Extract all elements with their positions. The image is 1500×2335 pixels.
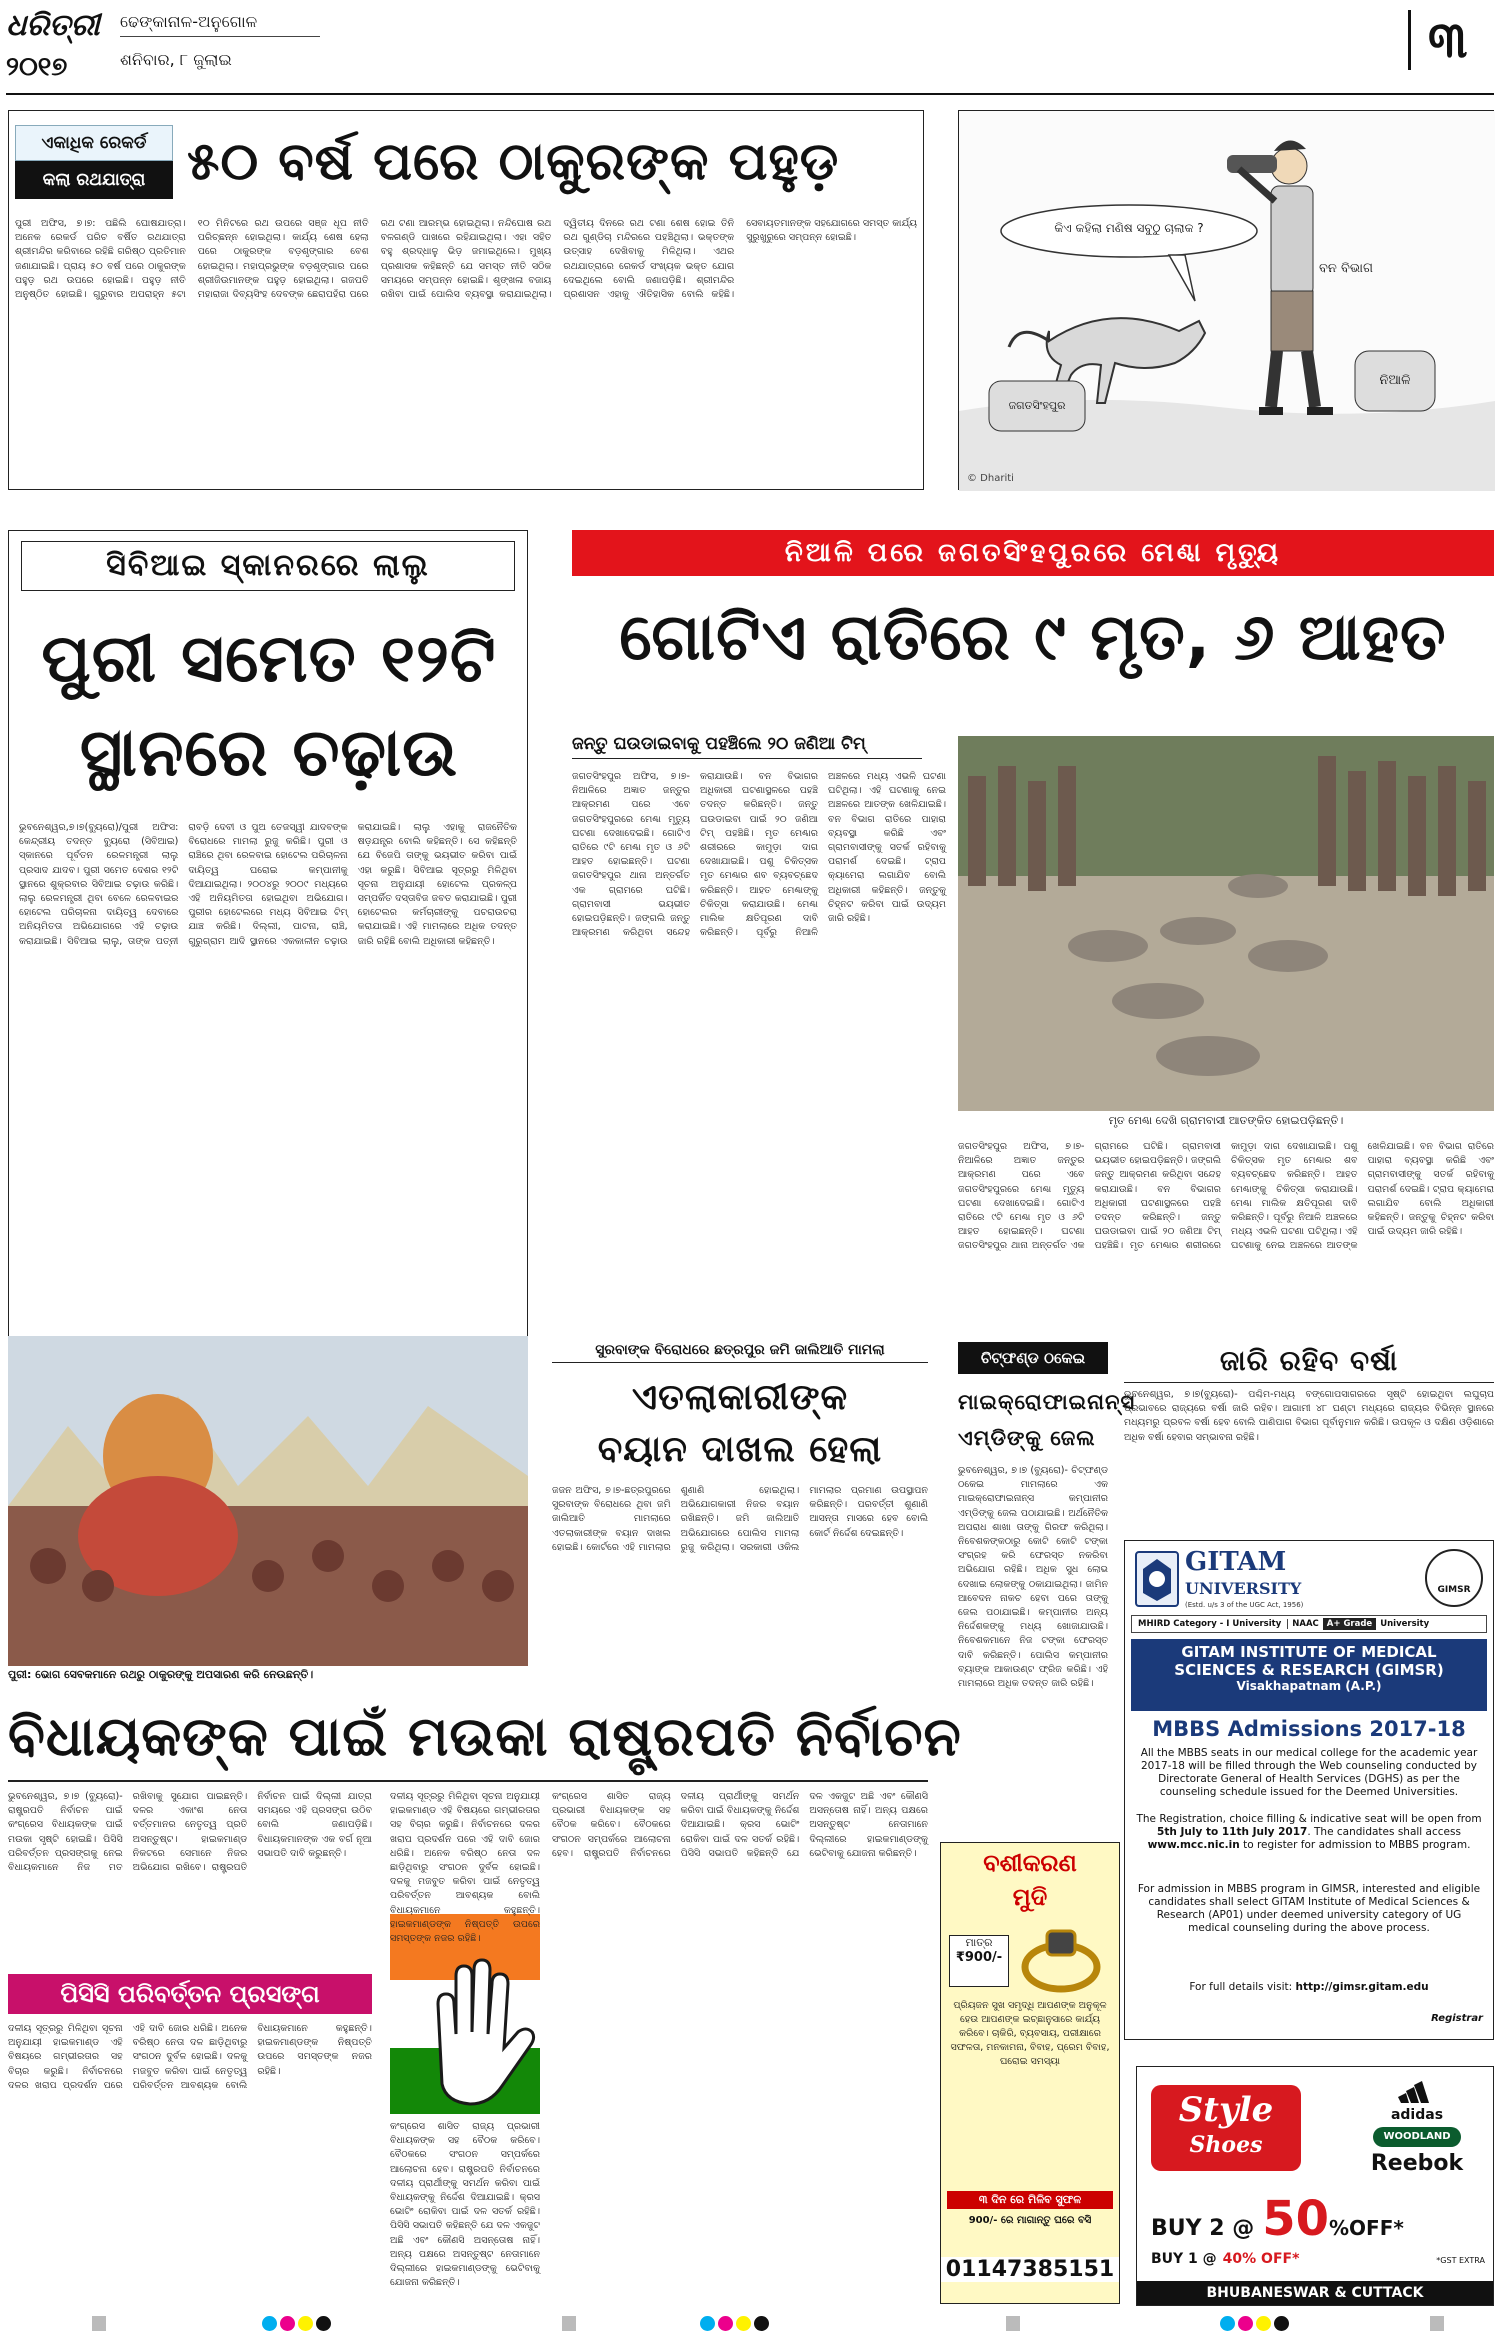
gitam-para2-a: The Registration, choice filling & indicative seat will be open from: [1136, 1813, 1482, 1825]
masthead-rule: [6, 93, 1494, 95]
adidas-logo: [1357, 2081, 1477, 2123]
gitam-name: GITAM: [1185, 1547, 1287, 1577]
vashikaran-phone[interactable]: 01147385151: [941, 2257, 1119, 2282]
cartoon-credit: © Dhariti: [967, 473, 1014, 484]
vashikaran-price-label: ମାତ୍ର: [965, 1936, 993, 1949]
gimsr-seal-label: GIMSR: [1437, 1585, 1471, 1595]
registration-block-left: [92, 2316, 106, 2331]
gitam-institute-line1: GITAM INSTITUTE OF MEDICAL: [1181, 1643, 1437, 1661]
gitam-ad: [1124, 1540, 1494, 2040]
rain-headline: ଜାରି ରହିବ ବର୍ଷା: [1124, 1340, 1494, 1383]
registration-dot: [736, 2316, 751, 2331]
gitam-mcc-link[interactable]: www.mcc.nic.in: [1147, 1839, 1240, 1851]
microfinance-kicker: ଚିଟ୍‌ଫଣ୍ଡ ଠକେଇ: [958, 1342, 1108, 1374]
cartoon: [958, 110, 1494, 490]
style-shoes-ad: [1136, 2066, 1494, 2306]
lalu-headline-line1: ପୁରୀ ସମେତ ୧୨ଟି: [41, 620, 497, 697]
vashikaran-price: ₹900/-: [955, 1950, 1003, 1965]
vashikaran-title-line1: ବଶୀକରଣ: [983, 1849, 1077, 1877]
gitam-mhird: MHIRD Category - I University: [1132, 1619, 1288, 1629]
microfinance-headline-line2: ଏମ୍‌ଡିଙ୍କୁ ଜେଲ: [958, 1426, 1096, 1450]
gitam-naac: NAAC: [1292, 1619, 1319, 1629]
gitam-details-link[interactable]: http://gimsr.gitam.edu: [1295, 1981, 1429, 1993]
sheep-headline: ଗୋଟିଏ ରାତିରେ ୯ ମୃତ, ୬ ଆହତ: [619, 601, 1447, 675]
cartoon-stone-right: ନିଆଳି: [1379, 373, 1411, 388]
registration-dot: [700, 2316, 715, 2331]
buy1-label: BUY 1 @: [1151, 2251, 1217, 2267]
gitam-university-suffix: University: [1380, 1619, 1430, 1629]
registration-dot: [298, 2316, 313, 2331]
rathayatra-kicker-line2: କଲା ରଥଯାତ୍ରା: [15, 161, 173, 199]
sheep-photo: [958, 736, 1494, 1111]
woodland-logo: WOODLAND: [1373, 2127, 1461, 2147]
cartoon-stone-left: ଜଗତସିଂହପୁର: [1008, 399, 1066, 412]
registration-dots-2: [700, 2316, 772, 2335]
registration-dot: [1256, 2316, 1271, 2331]
vashikaran-offer: ୩ ଦିନ ରେ ମିଳିବ ସୁଫଳ: [947, 2191, 1113, 2209]
gitam-admissions-title: MBBS Admissions 2017-18: [1152, 1717, 1466, 1741]
election-body-col3: କଂଗ୍ରେସ ଶାସିତ ରାଜ୍ୟ ପ୍ରଭାରୀ ବିଧାୟକଙ୍କ ସହ ବୈଠକ କରିବେ। ବୈଠକରେ ସଂଗଠନ ସମ୍ପର୍କରେ ଆଲୋଚନା ହେବ। ରାଷ୍ଟ୍ରପତି ନିର୍ବାଚନରେ ଦଳୀୟ ପ୍ରାର୍ଥୀଙ୍କୁ ସମର୍ଥନ କରିବା ପାଇଁ ବିଧାୟକଙ୍କୁ ନିର୍ଦ୍ଦେଶ ଦିଆଯାଇଛି। କ୍ରସ ଭୋଟିଂ ରୋକିବା ପାଇଁ ଦଳ ସତର୍କ ରହିଛି। ପିସିସି ସଭାପତି କହିଛନ୍ତି ଯେ ଦଳ ଏକଜୁଟ ଅଛି ଏବଂ କୌଣସି ଅସନ୍ତୋଷ ନାହିଁ। ଅନ୍ୟ ପକ୍ଷରେ ଅସନ୍ତୁଷ୍ଟ ନେତାମାନେ ଦିଲ୍ଲୀରେ ହାଇକମାଣ୍ଡଙ୍କୁ ଭେଟିବାକୁ ଯୋଜନା କରିଛନ୍ତି।: [552, 1791, 928, 1859]
chhatrapur-kicker: ସୁରବାଙ୍କ ବିରୋଧରେ ଛତ୍ରପୁର ଜମି ଜାଲିଆତି ମାମଲା: [552, 1342, 928, 1363]
gitam-institute-box: [1131, 1639, 1487, 1711]
buy2-off: %OFF*: [1329, 2216, 1404, 2240]
gitam-location: Visakhapatnam (A.P.): [1236, 1679, 1382, 1693]
chhatrapur-headline-line1: ଏତଲାକାରୀଙ୍କ: [631, 1377, 849, 1418]
masthead-year: ୨୦୧୭: [6, 52, 68, 82]
gitam-logo: [1135, 1551, 1179, 1607]
sheep-photo-caption: ମୃତ ମେଣ୍ଢା ଦେଖି ଗ୍ରାମବାସୀ ଆତଙ୍କିତ ହୋଇପଡ଼ିଛନ୍ତି।: [1108, 1114, 1344, 1127]
gitam-institute-line2: SCIENCES & RESEARCH (GIMSR): [1174, 1661, 1444, 1679]
microfinance-body: ଭୁବନେଶ୍ୱର, ୭।୭ (ବ୍ୟୁରୋ)- ଚିଟ୍‌ଫଣ୍ଡ ଠକେଇ ମାମଲାରେ ଏକ ମାଇକ୍ରୋଫାଇନାନ୍ସ କମ୍ପାନୀର ଏମ୍‌ଡିଙ୍କୁ ଜେଲ ପଠାଯାଇଛି। ଅର୍ଥନୈତିକ ଅପରାଧ ଶାଖା ତାଙ୍କୁ ଗିରଫ କରିଥିଲା। ନିବେଶକଙ୍କଠାରୁ କୋଟି କୋଟି ଟଙ୍କା ସଂଗ୍ରହ କରି ଫେରସ୍ତ ନକରିବା ଅଭିଯୋଗ ରହିଛି। ଅଧିକ ସୁଧ ଲୋଭ ଦେଖାଇ ଲୋକଙ୍କୁ ଠକାଯାଇଥିଲା। ଜାମିନ ଆବେଦନ ନାକଚ ହେବା ପରେ ତାଙ୍କୁ ଜେଲ ପଠାଯାଇଛି। କମ୍ପାନୀର ଅନ୍ୟ ନିର୍ଦ୍ଦେଶକଙ୍କୁ ମଧ୍ୟ ଖୋଜାଯାଉଛି। ନିବେଶକମାନେ ନିଜ ଟଙ୍କା ଫେରସ୍ତ ଦାବି କରିଛନ୍ତି। ପୋଲିସ କମ୍ପାନୀର ବ୍ୟାଙ୍କ ଆକାଉଣ୍ଟ ଫ୍ରିଜ କରିଛି। ଏହି ମାମଲାରେ ଅଧିକ ତଦନ୍ତ ଜାରି ରହିଛି।: [958, 1465, 1108, 1690]
vashikaran-body: ପ୍ରିୟଜନ ସୁଖ ସମୃଦ୍ଧି ଆପଣଙ୍କ ଅନୁକୂଳ ହେଉ ଆପଣଙ୍କ ଇଚ୍ଛାନୁସାରେ କାର୍ଯ୍ୟ କରିବେ। ଚାକିରି, ବ୍ୟବସାୟ, ପରୀକ୍ଷାରେ ସଫଳତା, ମନକାମନା, ବିବାହ, ପ୍ରେମ ବିବାହ, ଘରୋଇ ସମସ୍ୟା: [950, 2000, 1110, 2067]
lalu-headline-line2: ସ୍ଥାନରେ ଚଢ଼ାଉ: [79, 714, 459, 791]
registration-block-mid2: [1006, 2316, 1020, 2331]
gitam-para3: For admission in MBBS program in GIMSR, interested and eligible candidates shall select GITAM Institute of Medical Sciences & Research (AP01) under deemed university category of UG medical counseling during the above process.: [1137, 1883, 1481, 1934]
registration-dot: [1220, 2316, 1235, 2331]
rathayatra-story: [8, 110, 924, 490]
registration-dot: [262, 2316, 277, 2331]
registration-dot: [280, 2316, 295, 2331]
buy2-label: BUY 2 @: [1151, 2216, 1255, 2241]
registration-dots-1: [262, 2316, 334, 2335]
gst-note: *GST EXTRA: [1436, 2256, 1485, 2265]
ring-icon: [1011, 1923, 1111, 1995]
reebok-logo: Reebok: [1370, 2151, 1464, 2176]
gitam-para2: [1135, 1813, 1483, 1852]
masthead-edition: ଢେଙ୍କାନାଳ-ଅନୁଗୋଳ: [120, 12, 320, 37]
gitam-dates: 5th July to 11th July 2017: [1157, 1826, 1308, 1838]
adidas-stripes-icon: [1397, 2081, 1437, 2103]
registration-block-right: [1430, 2316, 1444, 2331]
gitam-registrar: Registrar: [1431, 2013, 1483, 2024]
sheep-photo-scene: [958, 736, 1494, 1111]
registration-block-mid1: [562, 2316, 576, 2331]
registration-dot: [1238, 2316, 1253, 2331]
gimsr-seal: [1425, 1549, 1483, 1607]
lalu-body: ଭୁବନେଶ୍ୱର,୭।୭(ବ୍ୟୁରୋ)/ପୁରୀ ଅଫିସ: କେନ୍ଦ୍ରୀୟ ତଦନ୍ତ ବ୍ୟୁରୋ (ସିବିଆଇ) ସ୍କାନରେ ପୂର୍ବତନ ରେଳମନ୍ତ୍ରୀ ଲାଲୁ ପ୍ରସାଦ ଯାଦବ। ପୁରୀ ସମେତ ଦେଶର ୧୨ଟି ସ୍ଥାନରେ ଶୁକ୍ରବାର ସିବିଆଇ ଚଢ଼ାଉ କରିଛି। ଲାଲୁ ରେଳମନ୍ତ୍ରୀ ଥିବା ବେଳେ ରେଳବାଇର ହୋଟେଲ ପରିଚାଳନା ଦାୟିତ୍ୱ ଦେବାରେ ଅନିୟମିତତା ଅଭିଯୋଗରେ ଏହି ଚଢ଼ାଉ କରାଯାଇଛି। ସିବିଆଇ ଲାଲୁ, ତାଙ୍କ ପତ୍ନୀ ରାବଡ଼ି ଦେବୀ ଓ ପୁଅ ତେଜସ୍ୱୀ ଯାଦବଙ୍କ ବିରୋଧରେ ମାମଲା ରୁଜୁ କରିଛି। ପୁରୀ ଓ ରାଞ୍ଚିରେ ଥିବା ରେଳବାଇ ହୋଟେଲ ପରିଚାଳନା ଦାୟିତ୍ୱ ଘରୋଇ କମ୍ପାନୀକୁ ଦିଆଯାଇଥିଲା। ୨୦୦୪ରୁ ୨୦୦୯ ମଧ୍ୟରେ ଏହି ଅନିୟମିତତା ହୋଇଥିବା ଅଭିଯୋଗ। ପୁରୀର ହୋଟେଲରେ ମଧ୍ୟ ସିବିଆଇ ଟିମ୍ ଯାଞ୍ଚ କରିଛି। ଦିଲ୍ଲୀ, ପାଟନା, ରାଞ୍ଚି, ଗୁରୁଗ୍ରାମ ଆଦି ସ୍ଥାନରେ ଏକକାଳୀନ ଚଢ଼ାଉ କରାଯାଇଛି। ଲାଲୁ ଏହାକୁ ରାଜନୈତିକ ଷଡ଼ଯନ୍ତ୍ର ବୋଲି କହିଛନ୍ତି। ସେ କହିଛନ୍ତି ଯେ ବିଜେପି ତାଙ୍କୁ ଭୟଭୀତ କରିବା ପାଇଁ ଏହା କରୁଛି। ସିବିଆଇ ସୂତ୍ରରୁ ମିଳିଥିବା ସୂଚନା ଅନୁଯାୟୀ ହୋଟେଲ ପ୍ରକଳ୍ପ ସମ୍ପର୍କିତ ଦସ୍ତାବିଜ ଜବତ କରାଯାଇଛି। ପୁରୀ ହୋଟେଲର କର୍ମଚାରୀଙ୍କୁ ପଚରାଉଚରା କରାଯାଇଛି। ଏହି ମାମଲାରେ ଅଧିକ ତଦନ୍ତ ଜାରି ରହିଛି ବୋଲି ଅଧିକାରୀ କହିଛନ୍ତି।: [19, 822, 517, 947]
puri-photo-caption: ପୁରୀ: ଭୋଗ ସେବକମାନେ ରଥରୁ ଠାକୁରଙ୍କୁ ଅପସାରଣ କରି ନେଉଛନ୍ତି।: [8, 1668, 314, 1681]
pcc-box: ପିସିସି ପରିବର୍ତ୍ତନ ପ୍ରସଙ୍ଗ: [8, 1974, 372, 2014]
style-shoes-logo-line2: Shoes: [1189, 2132, 1263, 2158]
gitam-university: UNIVERSITY: [1185, 1579, 1302, 1598]
buy2-offer: [1151, 2191, 1485, 2245]
gitam-grade-badge: A+ Grade: [1323, 1618, 1376, 1630]
rathayatra-headline: ୫୦ ବର୍ଷ ପରେ ଠାକୁରଙ୍କ ପହୁଡ଼: [187, 132, 840, 192]
vashikaran-price-box: [949, 1935, 1009, 1987]
cartoon-drawing: [959, 111, 1495, 491]
vashikaran-price-line: 900/- ରେ ମାଗାନ୍ତୁ ଘରେ ବସି: [968, 2215, 1092, 2226]
sheep-banner: ନିଆଳି ପରେ ଜଗତସିଂହପୁରରେ ମେଣ୍ଢା ମୃତ୍ୟୁ: [572, 530, 1494, 576]
gitam-para1: All the MBBS seats in our medical college for the academic year 2017-18 will be filled through the Web counseling conducted by Directorate General of Health Services (DGHS) as per the counseling schedule issued for the Deemed Universities.: [1140, 1747, 1478, 1798]
election-body-col2b: କଂଗ୍ରେସ ଶାସିତ ରାଜ୍ୟ ପ୍ରଭାରୀ ବିଧାୟକଙ୍କ ସହ ବୈଠକ କରିବେ। ବୈଠକରେ ସଂଗଠନ ସମ୍ପର୍କରେ ଆଲୋଚନା ହେବ। ରାଷ୍ଟ୍ରପତି ନିର୍ବାଚନରେ ଦଳୀୟ ପ୍ରାର୍ଥୀଙ୍କୁ ସମର୍ଥନ କରିବା ପାଇଁ ବିଧାୟକଙ୍କୁ ନିର୍ଦ୍ଦେଶ ଦିଆଯାଇଛି। କ୍ରସ ଭୋଟିଂ ରୋକିବା ପାଇଁ ଦଳ ସତର୍କ ରହିଛି। ପିସିସି ସଭାପତି କହିଛନ୍ତି ଯେ ଦଳ ଏକଜୁଟ ଅଛି ଏବଂ କୌଣସି ଅସନ୍ତୋଷ ନାହିଁ। ଅନ୍ୟ ପକ୍ଷରେ ଅସନ୍ତୁଷ୍ଟ ନେତାମାନେ ଦିଲ୍ଲୀରେ ହାଇକମାଣ୍ଡଙ୍କୁ ଭେଟିବାକୁ ଯୋଜନା କରିଛନ୍ତି।: [390, 2121, 540, 2289]
registration-dot: [754, 2316, 769, 2331]
buy1-offer: [1151, 2251, 1485, 2267]
microfinance-headline-line1: ମାଇକ୍ରୋଫାଇନାନ୍ସ: [958, 1390, 1136, 1414]
buy2-percent: 50: [1262, 2191, 1329, 2247]
rathayatra-body: ପୁରୀ ଅଫିସ, ୭।୭: ପଛିଲି ଘୋଷଯାତ୍ରା। ଅନେକ ରେକର୍ଡ ପରିଚ ବର୍ଷିତ ରଥଯାତ୍ରା ଶ୍ରୀମନ୍ଦିର କରିବାରେ ରହିଛି ଗରିଷ୍ଠ ପ୍ରତିମାନ ଜଣାଯାଇଛି। ପ୍ରାୟ ୫୦ ବର୍ଷ ପରେ ଠାକୁରଙ୍କ ପହୁଡ଼ ରଥ ଉପରେ ହୋଇଛି। ପହୁଡ଼ ନୀତି ଅନୁଷ୍ଠିତ ହୋଇଛି। ଗୁରୁବାର ଅପରାହ୍ନ ୫ଟା ୧୦ ମିନିଟରେ ରଥ ଉପରେ ସଞ୍ଜ ଧୂପ ନୀତି ପରିଚ୍ଛନ୍ନ ହୋଇଥିଲା। କାର୍ଯ୍ୟ ଶେଷ ହେଲା ପରେ ଠାକୁରଙ୍କ ବଡ଼ଶୃଙ୍ଗାର ବେଶ ହୋଇଥିଲା। ମହାପ୍ରଭୁଙ୍କ ବଡ଼ଶୃଙ୍ଗାର ପରେ ଶ୍ରୀଜିଉମାନଙ୍କ ପହୁଡ଼ ହୋଇଥିଲା। ଗଜପତି ମହାରାଜା ଦିବ୍ୟସିଂହ ଦେବଙ୍କ ଛେରାପହଁରା ପରେ ରଥ ଟଣା ଆରମ୍ଭ ହୋଇଥିଲା। ନନ୍ଦିଘୋଷ ରଥ ବଳଗଣ୍ଡି ପାଖରେ ରହିଯାଇଥିଲା। ଏହା ସହିତ ବହୁ ଶ୍ରଦ୍ଧାଳୁ ଭିଡ଼ ଜମାଇଥିଲେ। ମୁଖ୍ୟ ପ୍ରଶାସକ କହିଛନ୍ତି ଯେ ସମସ୍ତ ନୀତି ସଠିକ ସମୟରେ ସମ୍ପନ୍ନ ହୋଇଛି। ଶୃଙ୍ଖଳା ବଜାୟ ରଖିବା ପାଇଁ ପୋଲିସ ବ୍ୟବସ୍ଥା କରାଯାଇଥିଲା। ଦ୍ୱିତୀୟ ଦିନରେ ରଥ ଟଣା ଶେଷ ହୋଇ ତିନି ରଥ ଗୁଣ୍ଡିଚା ମନ୍ଦିରରେ ପହଞ୍ଚିଥିଲା। ଭକ୍ତଙ୍କ ଉତ୍ସାହ ଦେଖିବାକୁ ମିଳିଥିଲା। ଏଥର ରଥଯାତ୍ରାରେ ରେକର୍ଡ ସଂଖ୍ୟକ ଭକ୍ତ ଯୋଗ ଦେଇଥିଲେ ବୋଲି ଜଣାପଡ଼ିଛି। ଶ୍ରୀମନ୍ଦିର ପ୍ରଶାସନ ଏହାକୁ ଐତିହାସିକ ବୋଲି କହିଛି। ସେବାୟତମାନଙ୍କ ସହଯୋଗରେ ସମସ୍ତ କାର୍ଯ୍ୟ ସୁରୁଖୁରୁରେ ସମ୍ପନ୍ନ ହୋଇଛି।: [15, 218, 917, 301]
vashikaran-ad: [940, 1842, 1120, 2304]
gitam-details: [1135, 1981, 1483, 1993]
puri-photo-scene: [8, 1336, 528, 1666]
sheep-body-continued: ଜଗତସିଂହପୁର ଅଫିସ, ୭।୭- ନିଆଳିରେ ଅଜ୍ଞାତ ଜନ୍ତୁର ଆକ୍ରମଣ ପରେ ଏବେ ଜଗତସିଂହପୁରରେ ମେଣ୍ଢା ମୃତ୍ୟୁ ଘଟଣା ଦେଖାଦେଇଛି। ଗୋଟିଏ ରାତିରେ ୯ଟି ମେଣ୍ଢା ମୃତ ଓ ୬ଟି ଆହତ ହୋଇଛନ୍ତି। ଘଟଣା ଜଗତସିଂହପୁର ଥାନା ଅନ୍ତର୍ଗତ ଏକ ଗ୍ରାମରେ ଘଟିଛି। ଗ୍ରାମବାସୀ ଭୟଭୀତ ହୋଇପଡ଼ିଛନ୍ତି। ଜଙ୍ଗଲି ଜନ୍ତୁ ଆକ୍ରମଣ କରିଥିବା ସନ୍ଦେହ କରାଯାଉଛି। ବନ ବିଭାଗର ଅଧିକାରୀ ଘଟଣାସ୍ଥଳରେ ପହଞ୍ଚି ତଦନ୍ତ କରିଛନ୍ତି। ଜନ୍ତୁ ଘଉଡାଇବା ପାଇଁ ୨୦ ଜଣିଆ ଟିମ୍ ପହଞ୍ଚିଛି। ମୃତ ମେଣ୍ଢାର ଶରୀରରେ କାମୁଡ଼ା ଦାଗ ଦେଖାଯାଇଛି। ପଶୁ ଚିକିତ୍ସକ ମୃତ ମେଣ୍ଢାର ଶବ ବ୍ୟବଚ୍ଛେଦ କରିଛନ୍ତି। ଆହତ ମେଣ୍ଢାଙ୍କୁ ଚିକିତ୍ସା କରାଯାଉଛି। ମେଣ୍ଢା ମାଲିକ କ୍ଷତିପୂରଣ ଦାବି କରିଛନ୍ତି। ପୂର୍ବରୁ ନିଆଳି ଅଞ୍ଚଳରେ ମଧ୍ୟ ଏଭଳି ଘଟଣା ଘଟିଥିଲା। ଏହି ଘଟଣାକୁ ନେଇ ଅଞ୍ଚଳରେ ଆତଙ୍କ ଖେଳିଯାଇଛି। ବନ ବିଭାଗ ରାତିରେ ପାହାରା ବ୍ୟବସ୍ଥା କରିଛି ଏବଂ ଗ୍ରାମବାସୀଙ୍କୁ ସତର୍କ ରହିବାକୁ ପରାମର୍ଶ ଦେଇଛି। ଟ୍ରାପ କ୍ୟାମେରା ଲଗାଯିବ ବୋଲି ଅଧିକାରୀ କହିଛନ୍ତି। ଜନ୍ତୁକୁ ଚିହ୍ନଟ କରିବା ପାଇଁ ଉଦ୍ୟମ ଜାରି ରହିଛି।: [958, 1141, 1494, 1252]
registration-dot: [718, 2316, 733, 2331]
election-headline: ବିଧାୟକଙ୍କ ପାଇଁ ମଉକା ରାଷ୍ଟ୍ରପତି ନିର୍ବାଚନ: [8, 1705, 962, 1768]
puri-photo: [8, 1336, 528, 1666]
registration-dot: [1274, 2316, 1289, 2331]
buy1-percent: 40% OFF*: [1222, 2251, 1300, 2267]
gitam-para2-c: . The candidates shall access: [1307, 1826, 1461, 1838]
style-shoes-logo: [1151, 2085, 1301, 2171]
vashikaran-title-line2: ମୁଦି: [1012, 1883, 1048, 1911]
masthead: [0, 0, 1500, 100]
chhatrapur-headline-line2: ବୟାନ ଦାଖଲ ହେଲା: [597, 1429, 883, 1470]
gitam-para2-e: to register for admission to MBBS program.: [1239, 1839, 1471, 1851]
election-body-col1: ଭୁବନେଶ୍ୱର, ୭।୭ (ବ୍ୟୁରୋ)- ରାଷ୍ଟ୍ରପତି ନିର୍ବାଚନ ପାଇଁ କଂଗ୍ରେସ ବିଧାୟକଙ୍କ ପାଇଁ ମଉକା ସୃଷ୍ଟି ହୋଇଛି। ପିସିସି ପରିବର୍ତ୍ତନ ପ୍ରସଙ୍ଗକୁ ନେଇ ବିଧାୟକମାନେ ନିଜ ମତ ରଖିବାକୁ ସୁଯୋଗ ପାଇଛନ୍ତି। ଦଳର ଏକାଂଶ ନେତା ବର୍ତ୍ତମାନର ନେତୃତ୍ୱ ପ୍ରତି ଅସନ୍ତୁଷ୍ଟ। ହାଇକମାଣ୍ଡ ନିକଟରେ ସେମାନେ ନିଜର ଅଭିଯୋଗ ରଖିବେ। ରାଷ୍ଟ୍ରପତି ନିର୍ବାଚନ ପାଇଁ ଦିଲ୍ଲୀ ଯାତ୍ରା ସମୟରେ ଏହି ପ୍ରସଙ୍ଗ ଉଠିବ ବୋଲି ଜଣାପଡ଼ିଛି। ବିଧାୟକମାନଙ୍କ ଏକ ବର୍ଗ ନୂଆ ସଭାପତି ଦାବି କରୁଛନ୍ତି।: [8, 1791, 372, 1874]
style-shoes-footer: BHUBANESWAR & CUTTACK: [1137, 2281, 1493, 2305]
page-number-bracket: [1408, 10, 1418, 70]
rathayatra-kicker: [15, 125, 173, 201]
masthead-date: ଶନିବାର, ୮ ଜୁଲାଇ: [120, 50, 232, 69]
masthead-logo: ଧରିତ୍ରୀ: [6, 8, 100, 43]
lalu-kicker: ସିବିଆଇ ସ୍କାନରରେ ଲାଲୁ: [21, 541, 515, 591]
gitam-emblem-icon: [1137, 1553, 1177, 1605]
election-rule: [8, 1780, 928, 1782]
rathayatra-kicker-line1: ଏକାଧିକ ରେକର୍ଡ: [15, 125, 173, 161]
chhatrapur-body: ଜଜନ ଅଫିସ, ୭।୭-ଛତ୍ରପୁରରେ ସୁରବାଙ୍କ ବିରୋଧରେ ଥିବା ଜମି ଜାଲିଆତି ମାମଲାରେ ଏତଲାକାରୀଙ୍କ ବୟାନ ଦାଖଲ ହୋଇଛି। କୋର୍ଟରେ ଏହି ମାମଲାର ଶୁଣାଣି ହୋଇଥିଲା। ଅଭିଯୋଗକାରୀ ନିଜର ବୟାନ ରଖିଛନ୍ତି। ଜମି ଜାଲିଆତି ଅଭିଯୋଗରେ ପୋଲିସ ମାମଲା ରୁଜୁ କରିଥିଲା। ସରକାରୀ ଓକିଲ ମାମଲାର ପ୍ରମାଣ ଉପସ୍ଥାପନ କରିଛନ୍ତି। ପରବର୍ତ୍ତୀ ଶୁଣାଣି ଆସନ୍ତା ମାସରେ ହେବ ବୋଲି କୋର୍ଟ ନିର୍ଦ୍ଦେଶ ଦେଇଛନ୍ତି।: [552, 1485, 928, 1553]
gitam-accreditation-strip: [1131, 1615, 1487, 1633]
rain-body: ଭୁବନେଶ୍ୱର, ୭।୭(ବ୍ୟୁରୋ)- ପଶ୍ଚିମ-ମଧ୍ୟ ବଙ୍ଗୋପସାଗରରେ ସୃଷ୍ଟି ହୋଇଥିବା ଲଘୁଚାପ ପ୍ରଭାବରେ ରାଜ୍ୟରେ ବର୍ଷା ଜାରି ରହିବ। ଆଗାମୀ ୪୮ ଘଣ୍ଟା ମଧ୍ୟରେ ରାଜ୍ୟର ବିଭିନ୍ନ ସ୍ଥାନରେ ମଧ୍ୟମରୁ ପ୍ରବଳ ବର୍ଷା ହେବ ବୋଲି ପାଣିପାଗ ବିଭାଗ ପୂର୍ବାନୁମାନ କରିଛି। ଉପକୂଳ ଓ ଦକ୍ଷିଣ ଓଡ଼ିଶାରେ ଅଧିକ ବର୍ଷା ହେବାର ସମ୍ଭାବନା ରହିଛି।: [1124, 1389, 1494, 1443]
vashikaran-ring-image: [1011, 1923, 1111, 1995]
style-shoes-logo-line1: Style: [1178, 2090, 1274, 2130]
adidas-label: adidas: [1390, 2107, 1444, 2123]
election-body-col1b: ଦଳୀୟ ସୂତ୍ରରୁ ମିଳିଥିବା ସୂଚନା ଅନୁଯାୟୀ ହାଇକମାଣ୍ଡ ଏହି ବିଷୟରେ ଗମ୍ଭୀରତାର ସହ ବିଚାର କରୁଛି। ନିର୍ବାଚନରେ ଦଳର ଖରାପ ପ୍ରଦର୍ଶନ ପରେ ଏହି ଦାବି ଜୋର ଧରିଛି। ଅନେକ ବରିଷ୍ଠ ନେତା ଦଳ ଛାଡ଼ିଥିବାରୁ ସଂଗଠନ ଦୁର୍ବଳ ହୋଇଛି। ଦଳକୁ ମଜବୁତ କରିବା ପାଇଁ ନେତୃତ୍ୱ ପରିବର୍ତ୍ତନ ଆବଶ୍ୟକ ବୋଲି ବିଧାୟକମାନେ କହୁଛନ୍ତି। ହାଇକମାଣ୍ଡଙ୍କ ନିଷ୍ପତ୍ତି ଉପରେ ସମସ୍ତଙ୍କ ନଜର ରହିଛି।: [8, 2023, 372, 2091]
gitam-details-label: For full details visit:: [1189, 1981, 1296, 1993]
election-body-col2: ଦଳୀୟ ସୂତ୍ରରୁ ମିଳିଥିବା ସୂଚନା ଅନୁଯାୟୀ ହାଇକମାଣ୍ଡ ଏହି ବିଷୟରେ ଗମ୍ଭୀରତାର ସହ ବିଚାର କରୁଛି। ନିର୍ବାଚନରେ ଦଳର ଖରାପ ପ୍ରଦର୍ଶନ ପରେ ଏହି ଦାବି ଜୋର ଧରିଛି। ଅନେକ ବରିଷ୍ଠ ନେତା ଦଳ ଛାଡ଼ିଥିବାରୁ ସଂଗଠନ ଦୁର୍ବଳ ହୋଇଛି। ଦଳକୁ ମଜବୁତ କରିବା ପାଇଁ ନେତୃତ୍ୱ ପରିବର୍ତ୍ତନ ଆବଶ୍ୟକ ବୋଲି ବିଧାୟକମାନେ କହୁଛନ୍ତି। ହାଇକମାଣ୍ଡଙ୍କ ନିଷ୍ପତ୍ତି ଉପରେ ସମସ୍ତଙ୍କ ନଜର ରହିଛି।: [390, 1791, 540, 1945]
sheep-body: ଜଗତସିଂହପୁର ଅଫିସ, ୭।୭- ନିଆଳିରେ ଅଜ୍ଞାତ ଜନ୍ତୁର ଆକ୍ରମଣ ପରେ ଏବେ ଜଗତସିଂହପୁରରେ ମେଣ୍ଢା ମୃତ୍ୟୁ ଘଟଣା ଦେଖାଦେଇଛି। ଗୋଟିଏ ରାତିରେ ୯ଟି ମେଣ୍ଢା ମୃତ ଓ ୬ଟି ଆହତ ହୋଇଛନ୍ତି। ଘଟଣା ଜଗତସିଂହପୁର ଥାନା ଅନ୍ତର୍ଗତ ଏକ ଗ୍ରାମରେ ଘଟିଛି। ଗ୍ରାମବାସୀ ଭୟଭୀତ ହୋଇପଡ଼ିଛନ୍ତି। ଜଙ୍ଗଲି ଜନ୍ତୁ ଆକ୍ରମଣ କରିଥିବା ସନ୍ଦେହ କରାଯାଉଛି। ବନ ବିଭାଗର ଅଧିକାରୀ ଘଟଣାସ୍ଥଳରେ ପହଞ୍ଚି ତଦନ୍ତ କରିଛନ୍ତି। ଜନ୍ତୁ ଘଉଡାଇବା ପାଇଁ ୨୦ ଜଣିଆ ଟିମ୍ ପହଞ୍ଚିଛି। ମୃତ ମେଣ୍ଢାର ଶରୀରରେ କାମୁଡ଼ା ଦାଗ ଦେଖାଯାଇଛି। ପଶୁ ଚିକିତ୍ସକ ମୃତ ମେଣ୍ଢାର ଶବ ବ୍ୟବଚ୍ଛେଦ କରିଛନ୍ତି। ଆହତ ମେଣ୍ଢାଙ୍କୁ ଚିକିତ୍ସା କରାଯାଉଛି। ମେଣ୍ଢା ମାଲିକ କ୍ଷତିପୂରଣ ଦାବି କରିଛନ୍ତି। ପୂର୍ବରୁ ନିଆଳି ଅଞ୍ଚଳରେ ମଧ୍ୟ ଏଭଳି ଘଟଣା ଘଟିଥିଲା। ଏହି ଘଟଣାକୁ ନେଇ ଅଞ୍ଚଳରେ ଆତଙ୍କ ଖେଳିଯାଇଛି। ବନ ବିଭାଗ ରାତିରେ ପାହାରା ବ୍ୟବସ୍ଥା କରିଛି ଏବଂ ଗ୍ରାମବାସୀଙ୍କୁ ସତର୍କ ରହିବାକୁ ପରାମର୍ଶ ଦେଇଛି। ଟ୍ରାପ କ୍ୟାମେରା ଲଗାଯିବ ବୋଲି ଅଧିକାରୀ କହିଛନ୍ତି। ଜନ୍ତୁକୁ ଚିହ୍ନଟ କରିବା ପାଇଁ ଉଦ୍ୟମ ଜାରି ରହିଛି।: [572, 771, 946, 939]
gitam-estd: (Estd. u/s 3 of the UGC Act, 1956): [1185, 1601, 1304, 1609]
cartoon-label-man: ବନ ବିଭାଗ: [1319, 261, 1374, 276]
cartoon-speech-text: କିଏ କହିଲା ମଣିଷ ସବୁଠୁ ଚାଲାକ ?: [1054, 221, 1204, 235]
print-registration-strip: [0, 2312, 1500, 2335]
sheep-subhead: ଜନ୍ତୁ ଘଉଡାଇବାକୁ ପହଞ୍ଚିଲେ ୨୦ ଜଣିଆ ଟିମ୍: [572, 734, 922, 759]
registration-dots-3: [1220, 2316, 1292, 2335]
page-number: ୩: [1428, 10, 1468, 69]
registration-dot: [316, 2316, 331, 2331]
